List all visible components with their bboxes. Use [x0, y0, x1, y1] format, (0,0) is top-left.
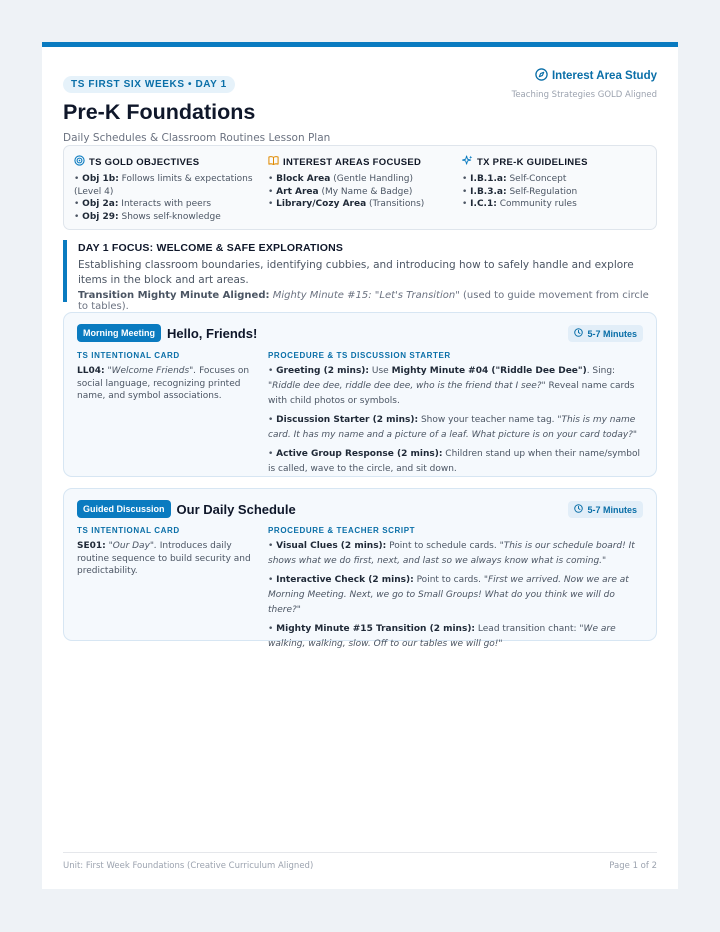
list-item: • I.C.1: Community rules — [462, 199, 577, 209]
mighty-minute-name: Mighty Minute #04 ("Riddle Dee Dee") — [391, 366, 587, 376]
tx-guidelines-heading — [462, 155, 646, 169]
step-text: Reveal name cards with child photos or symbols. — [268, 381, 635, 406]
procedure-step: • Interactive Check (2 mins): Point to cards. "First we arrived. Now we are at Morning Meeting. Next, we go to Small Groups! What do you think we will do there?" — [268, 575, 629, 615]
gold-objectives-title: TS GOLD OBJECTIVES — [89, 156, 200, 168]
card-header — [77, 324, 257, 342]
list-item-text: (Transitions) — [369, 199, 425, 209]
header-left — [63, 72, 330, 144]
list-item-text: Interacts with peers — [121, 199, 212, 209]
list-item: • Obj 1b: Follows limits & expectations (Level 4) — [74, 174, 253, 197]
step-label: Active Group Response (2 mins): — [276, 449, 443, 459]
procedure-step: • Greeting (2 mins): Use Mighty Minute #04 ("Riddle Dee Dee"). Sing: "Riddle dee dee, riddle dee dee, who is the friend that I see?" Reveal name cards with child photos or symbols. — [268, 366, 635, 406]
card-desc: Focuses on social language, recognizing printed name, and symbol associations. — [77, 366, 250, 401]
procedure-step: • Discussion Starter (2 mins): Show your teacher name tag. "This is my name card. It has my name and a picture of a leaf. What picture is on your card today?" — [268, 415, 638, 440]
activity-card-morning-meeting — [63, 312, 657, 477]
activity-tag: Guided Discussion — [77, 500, 171, 518]
list-item: • Obj 29: Shows self-knowledge — [74, 211, 221, 222]
transition-label: Transition Mighty Minute Aligned: — [78, 290, 270, 301]
activity-title: Hello, Friends! — [167, 325, 258, 341]
transition-note: (used to guide movement from circle to tables). — [78, 290, 649, 312]
list-item-label: Obj 1b: — [82, 174, 119, 184]
procedure-heading: PROCEDURE & TEACHER SCRIPT — [268, 526, 416, 535]
intentional-card-desc — [77, 365, 257, 403]
gold-objectives — [74, 155, 268, 220]
card-name: "Our Day". — [108, 541, 157, 551]
procedure — [268, 351, 644, 477]
duration-badge — [568, 325, 643, 342]
procedure-step: • Mighty Minute #15 Transition (2 mins): Lead transition chant: "We are walking, walking, slow. Off to our tables we will go!" — [268, 624, 616, 649]
activity-tag: Morning Meeting — [77, 324, 161, 342]
day-focus-heading: DAY 1 FOCUS: WELCOME & SAFE EXPLORATIONS — [78, 242, 344, 254]
list-item-label: I.B.3.a: — [470, 186, 507, 197]
interest-areas-title: INTEREST AREAS FOCUSED — [283, 156, 422, 168]
step-quote: "This is our schedule board! It shows what we do first, next, and last so we always know what is coming." — [268, 541, 635, 566]
activity-card-guided-discussion — [63, 488, 657, 649]
list-item-label: Obj 2a: — [82, 199, 119, 209]
day-focus-transition — [78, 290, 657, 312]
intentional-card — [77, 351, 257, 403]
compass-icon — [535, 68, 548, 84]
day-focus — [63, 240, 657, 312]
step-quote: "This is my name card. It has my name and a picture of a leaf. What picture is on your card today?" — [268, 415, 638, 440]
list-item-text: Community rules — [499, 199, 577, 209]
procedure-heading: PROCEDURE & TS DISCUSSION STARTER — [268, 351, 451, 360]
list-item: • I.B.3.a: Self-Regulation — [462, 186, 578, 197]
list-item-label: I.C.1: — [470, 199, 497, 209]
procedure-step: • Active Group Response (2 mins): Children stand up when their name/symbol is called, wave to the circle, and sit down. — [268, 449, 640, 474]
clock-icon — [574, 504, 583, 515]
step-quote: "We are walking, walking, slow. Off to our tables we will go!" — [268, 624, 616, 649]
brand-label: Interest Area Study — [551, 70, 657, 82]
duration-label: 5-7 Minutes — [587, 328, 637, 339]
page-number: Page 1 of 2 — [609, 861, 657, 871]
interest-areas-heading — [268, 155, 462, 169]
tx-guidelines — [462, 155, 646, 220]
step-text: Lead transition chant: — [477, 624, 580, 634]
list-item-text: (My Name & Badge) — [321, 186, 413, 197]
procedure — [268, 526, 644, 652]
lesson-plan-page — [42, 42, 678, 889]
step-quote: "First we arrived. Now we are at Morning Meeting. Next, we go to Small Groups! What do you think we will do there?" — [268, 575, 629, 615]
duration-label: 5-7 Minutes — [587, 504, 637, 515]
card-name: "Welcome Friends". — [107, 366, 197, 376]
activity-title: Our Daily Schedule — [176, 501, 296, 517]
intentional-card-heading: TS INTENTIONAL CARD — [77, 526, 180, 535]
book-icon — [268, 155, 279, 169]
step-label: Greeting (2 mins): — [276, 366, 370, 376]
card-code: LL04: — [77, 366, 105, 376]
step-text: Point to schedule cards. — [389, 541, 500, 551]
procedure-step: • Visual Clues (2 mins): Point to schedule cards. "This is our schedule board! It shows what we do first, next, and last so we always know what is coming." — [268, 541, 635, 566]
step-label: Interactive Check (2 mins): — [276, 575, 414, 585]
brand — [512, 68, 657, 84]
list-item-text: Self-Regulation — [509, 186, 578, 197]
list-item-label: Obj 29: — [82, 211, 119, 222]
step-text: Show your teacher name tag. — [420, 415, 558, 425]
step-quote: "Riddle dee dee, riddle dee dee, who is the friend that I see?" — [268, 381, 546, 391]
footer-unit: Unit: First Week Foundations (Creative Curriculum Aligned) — [63, 861, 314, 871]
page-footer — [63, 852, 657, 871]
list-item-label: I.B.1.a: — [470, 174, 507, 184]
card-desc: Introduces daily routine sequence to build security and predictability. — [77, 541, 251, 576]
list-item: • I.B.1.a: Self-Concept — [462, 174, 567, 184]
step-text: . Sing: — [586, 366, 616, 376]
list-item-text: Shows self-knowledge — [121, 211, 221, 222]
transition-name: Mighty Minute #15: "Let's Transition" — [272, 290, 460, 301]
clock-icon — [574, 328, 583, 339]
list-item-text: Follows limits & expectations (Level 4) — [74, 174, 253, 197]
objectives-panel — [63, 145, 657, 230]
card-code: SE01: — [77, 541, 106, 551]
list-item-label: Library/Cozy Area — [276, 199, 367, 209]
list-item: • Obj 2a: Interacts with peers — [74, 199, 212, 209]
step-label: Visual Clues (2 mins): — [276, 541, 387, 551]
day-focus-body: Establishing classroom boundaries, identifying cubbies, and introducing how to safely handle and explore items in the block and art areas. — [78, 259, 634, 286]
list-item-label: Block Area — [276, 174, 331, 184]
header-right — [512, 68, 657, 100]
target-icon — [74, 155, 85, 169]
intentional-card-heading: TS INTENTIONAL CARD — [77, 351, 180, 360]
step-text: Point to cards. — [416, 575, 484, 585]
gold-objectives-heading — [74, 155, 268, 169]
list-item: • Art Area (My Name & Badge) — [268, 186, 413, 197]
brand-subtitle: Teaching Strategies GOLD Aligned — [511, 90, 657, 100]
page-subtitle: Daily Schedules & Classroom Routines Lesson Plan — [63, 132, 331, 144]
step-label: Discussion Starter (2 mins): — [276, 415, 419, 425]
step-text: Use — [371, 366, 392, 376]
list-item: • Block Area (Gentle Handling) — [268, 174, 414, 184]
step-label: Mighty Minute #15 Transition (2 mins): — [276, 624, 476, 634]
tx-guidelines-title: TX PRE-K GUIDELINES — [477, 156, 588, 168]
interest-areas — [268, 155, 462, 220]
duration-badge — [568, 501, 643, 518]
intentional-card-desc — [77, 540, 257, 578]
day-badge: TS FIRST SIX WEEKS • DAY 1 — [63, 76, 235, 93]
list-item: • Library/Cozy Area (Transitions) — [268, 199, 425, 209]
step-text: Children stand up when their name/symbol is called, wave to the circle, and sit down. — [268, 449, 640, 474]
list-item-label: Art Area — [276, 186, 319, 197]
sparkle-icon — [462, 155, 473, 169]
page-title: Pre-K Foundations — [63, 100, 256, 124]
list-item-text: (Gentle Handling) — [333, 174, 414, 184]
list-item-text: Self-Concept — [509, 174, 567, 184]
intentional-card — [77, 526, 257, 578]
card-header — [77, 500, 296, 518]
